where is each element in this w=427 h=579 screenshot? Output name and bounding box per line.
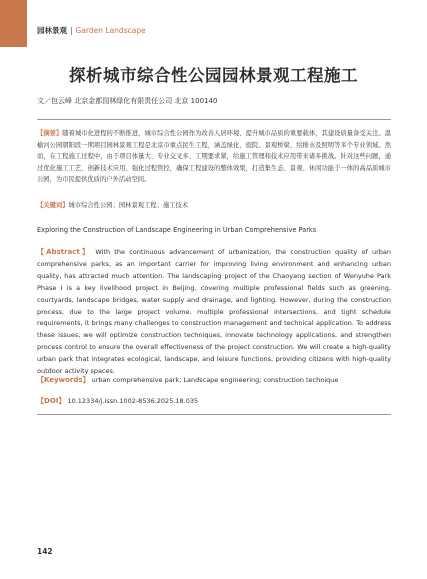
english-keywords-label: 【Keywords】 (37, 376, 90, 384)
doi-value: 10.12334/j.issn.1002-8536.2025.18.035 (67, 397, 199, 405)
chinese-keywords-text: 城市综合性公园；园林景观工程；施工技术 (68, 202, 189, 209)
chinese-abstract (37, 128, 391, 186)
english-keywords-text: urban comprehensive park; Landscape engineering; construction technique (91, 376, 339, 384)
doi-label: 【DOI】 (37, 397, 66, 405)
doi-line (37, 396, 198, 406)
english-abstract-label: 【Abstract】 (37, 248, 92, 256)
section-header (37, 26, 146, 36)
section-separator: | (70, 26, 73, 35)
top-divider (37, 119, 391, 120)
chinese-keywords-label: 【关键词】 (37, 202, 69, 209)
english-keywords (37, 375, 338, 385)
article-title: 探析城市综合性公园园林景观工程施工 (69, 66, 358, 85)
bottom-divider (37, 414, 391, 415)
author-line: 文／包云峰 北京金都园林绿化有限责任公司 北京 100140 (37, 97, 218, 105)
chinese-abstract-text: 随着城市化进程的不断推进，城市综合性公园作为改善人居环境、提升城市品质的重要载体，其建设质量备受关注。温榆河公园朝阳段一期项目园林景观工程是北京市重点民生工程，涵盖绿化、庭院、景观桥梁、给排水及照明等多个专业领域。然而，在工程施工过程中，由于项目体量大、专业交叉多、工期要求紧，给施工管理和技术应用带来诸多挑战。针对这些问题，通过优化施工工艺、创新技术应用、强化过程管控，确保工程建设的整体效果，打造集生态、景观、休闲功能于一体的高品质城市公园，为市民提供优质的户外活动空间。 (37, 130, 392, 183)
section-name-en: Garden Landscape (75, 26, 146, 35)
english-abstract (37, 247, 391, 378)
chinese-keywords (37, 201, 391, 211)
chinese-abstract-label: 【摘要】 (37, 130, 63, 137)
english-abstract-text: With the continuous advancement of urbanization, the construction quality of urban comprehensive parks, as an important carrier for improving living environment and enhancing urban quality, has attracted much attention. The landscaping project of the Chaoyang section of Wenyuhe Park Phase I is a key livelihood project in Beijing, covering multiple professional fields such as greening, courtyards, landscape bridges, water supply and drainage, and lighting. However, during the construction process, due to the large project volume, multiple professional intersections, and tight schedule requirements, it brings many challenges to construction management and technical application. To address these issues, we will optimize construction techniques, innovate technology applications, and strengthen process control to ensure the overall effectiveness of the project construction. We will create a high-quality urban park that integrates ecological, landscape, and leisure functions, providing citizens with high-quality outdoor activity spaces. (37, 248, 391, 376)
page-number: 142 (37, 547, 53, 556)
english-title: Exploring the Construction of Landscape Engineering in Urban Comprehensive Parks (37, 226, 317, 234)
corner-accent-block (0, 0, 27, 47)
section-name-cn: 园林景观 (37, 26, 67, 35)
